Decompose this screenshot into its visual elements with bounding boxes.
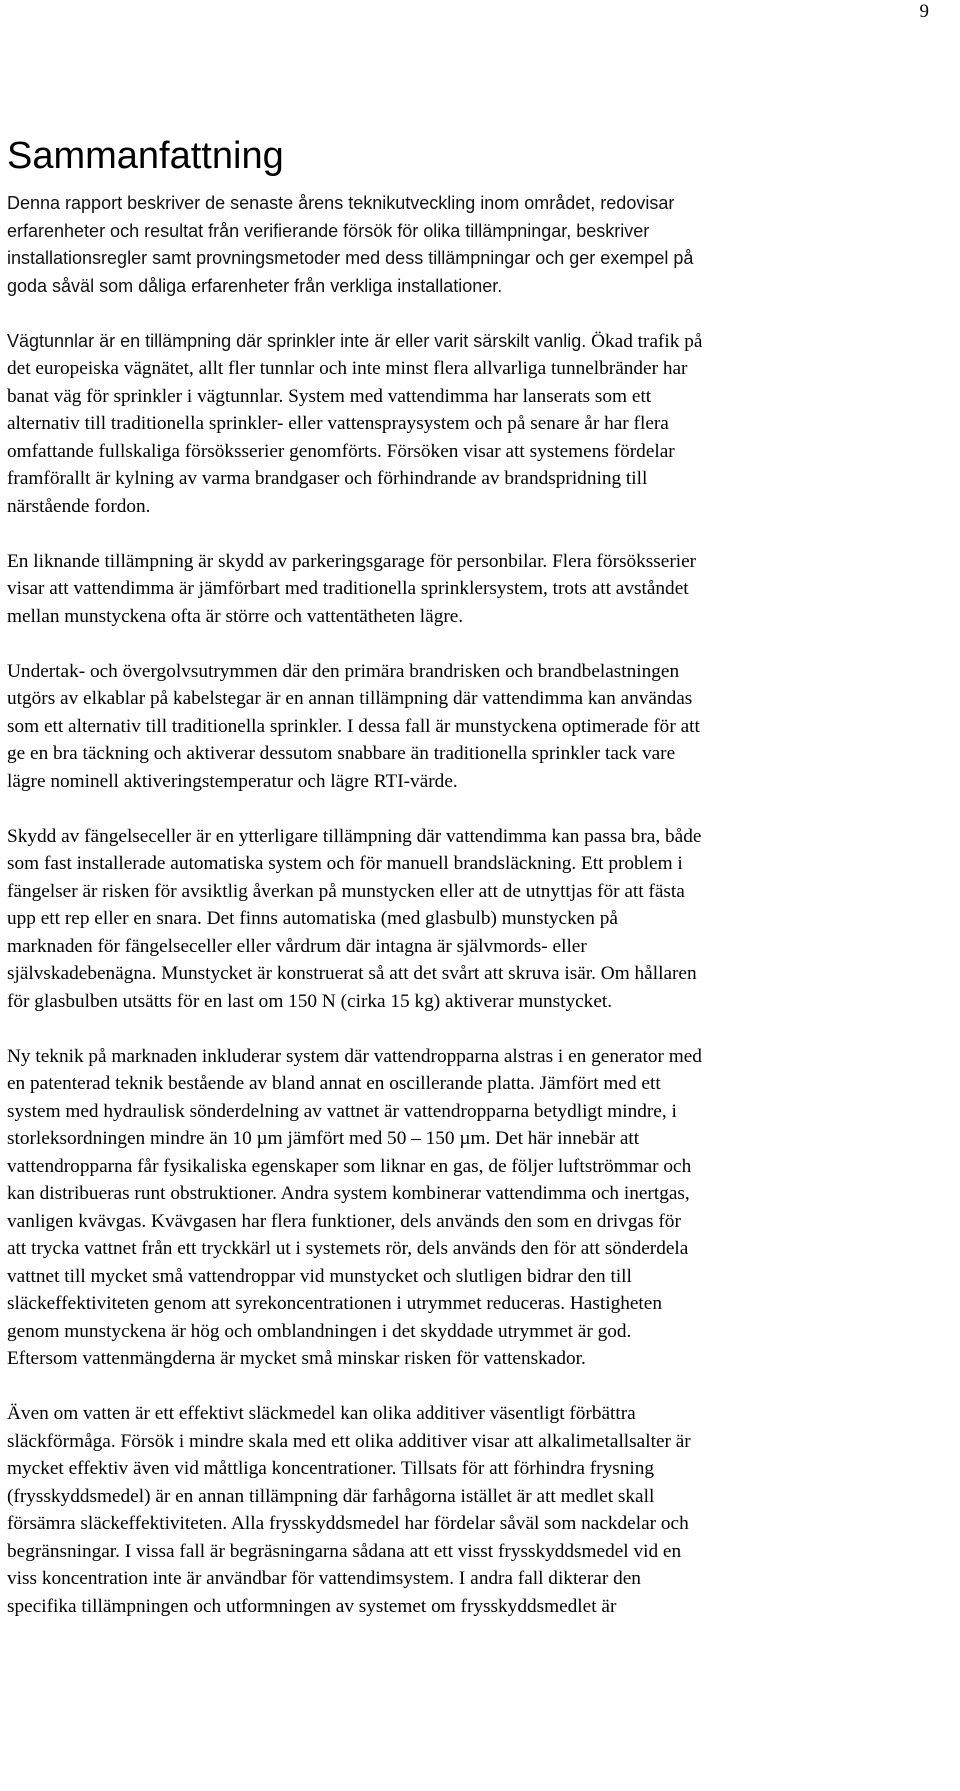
- paragraph-line: det europeiska vägnätet, allt fler tunnlar och inte minst flera allvarliga tunnelbränder har: [7, 358, 688, 379]
- line-text: system med hydraulisk sönderdelning av vattnet är vattendropparna betydligt mindre, i: [7, 1100, 677, 1122]
- line-text: marknaden för fängelseceller eller vårdrum där intagna är självmords- eller: [7, 935, 587, 957]
- paragraph-line: [7, 988, 947, 1016]
- line-text: en patenterad teknik bestående av bland annat en oscillerande platta. Jämfört med ett: [7, 1073, 661, 1094]
- line-text: Vägtunnlar är en tillämpning där sprinkler inte är eller varit särskilt vanlig.: [7, 330, 587, 351]
- line-text: Skydd av fängelseceller är en ytterligare tillämpning där vattendimma kan passa bra, både: [7, 825, 702, 847]
- paragraph-line: [7, 1290, 947, 1318]
- line-text: storleksordningen mindre än 10 µm jämfört med 50 – 150 µm. Det här innebär att: [7, 1128, 640, 1149]
- line-text: vattnet till mycket små vattendroppar vid munstycket och slutligen bidrar den till: [7, 1265, 632, 1287]
- line-text: mellan munstyckena ofta är större och vattentätheten lägre.: [7, 605, 464, 627]
- paragraph-line: [7, 1153, 947, 1181]
- paragraph-line: [7, 905, 947, 933]
- line-text: utgörs av elkablar på kabelstegar är en annan tillämpning där vattendimma kan användas: [7, 688, 693, 709]
- paragraph-line: [7, 1098, 947, 1126]
- line-text: vattendropparna får fysikaliska egenskaper som liknar en gas, de följer luftströmmar och: [7, 1155, 692, 1177]
- paragraph-line: [7, 1400, 947, 1428]
- line-text: släckförmåga. Försök i mindre skala med ett olika additiver visar att alkalimetallsalter är: [7, 1430, 691, 1452]
- line-text: visar att vattendimma är jämförbart med traditionella sprinklersystem, trots att avståndet: [7, 578, 689, 599]
- paragraph-1: [7, 190, 947, 300]
- line-text: som fast installerade automatiska system och för manuell brandsläckning. Ett problem i: [7, 853, 683, 874]
- line-text: (frysskyddsmedel) är en annan tillämpning där farhågorna istället är att medlet skall: [7, 1485, 655, 1507]
- paragraph-line: [7, 1510, 947, 1538]
- line-text: erfarenheter och resultat från verifierande försök för olika tillämpningar, beskriver: [7, 220, 650, 241]
- paragraph-line: [7, 658, 947, 686]
- paragraph-line: [7, 960, 947, 988]
- page-number: 9: [919, 1, 929, 22]
- paragraph-line: banat väg för sprinkler i vägtunnlar. System med vattendimma har lanserats som ett: [7, 385, 652, 407]
- paragraph-line: [7, 1593, 947, 1621]
- line-text: lägre nominell aktiveringstemperatur och lägre RTI-värde.: [7, 770, 458, 792]
- line-text: Även om vatten är ett effektivt släckmedel kan olika additiver väsentligt förbättra: [7, 1403, 636, 1424]
- line-text: Denna rapport beskriver de senaste årens teknikutveckling inom området, redovisar: [7, 193, 675, 213]
- paragraph-line: [7, 685, 947, 713]
- paragraph-line: [7, 823, 947, 851]
- paragraph-6: [7, 1043, 947, 1373]
- line-text: kan distribueras runt obstruktioner. Andra system kombinerar vattendimma och inertgas,: [7, 1183, 690, 1204]
- line-text: genom munstyckena är hög och omblandningen i det skyddade utrymmet är god.: [7, 1320, 632, 1342]
- paragraph-line: [7, 1565, 947, 1593]
- paragraph-5: [7, 823, 947, 1016]
- paragraph-line: [7, 575, 947, 603]
- paragraph-line: [7, 245, 947, 273]
- line-text: begränsningar. I vissa fall är begräsningarna sådana att ett visst frysskyddsmedel vid en: [7, 1540, 682, 1562]
- line-text: vanligen kvävgas. Kvävgasen har flera funktioner, dels används den som en drivgas för: [7, 1210, 681, 1232]
- paragraph-line: alternativ till traditionella sprinkler- eller vattenspraysystem och på senare år har flera: [7, 413, 669, 434]
- line-text: upp ett rep eller en snara. Det finns automatiska (med glasbulb) munstycken på: [7, 908, 618, 929]
- paragraph-line: [7, 1208, 947, 1236]
- paragraph-line: omfattande fullskaliga försöksserier genomförts. Försöken visar att systemens fördelar: [7, 440, 675, 462]
- paragraph-line: närstående fordon.: [7, 495, 151, 517]
- paragraph-line: [7, 1263, 947, 1291]
- line-text: för glasbulben utsätts för en last om 150 N (cirka 15 kg) aktiverar munstycket.: [7, 990, 613, 1012]
- paragraph-line: [7, 1455, 947, 1483]
- line-text: Ny teknik på marknaden inkluderar system där vattendropparna alstras i en generator med: [7, 1045, 702, 1067]
- line-text: viss koncentration inte är användbar för vattendimsystem. I andra fall dikterar den: [7, 1568, 641, 1589]
- paragraph-2: [7, 328, 947, 521]
- paragraph-line: [7, 328, 947, 356]
- paragraph-line: [7, 1070, 947, 1098]
- paragraph-line: [7, 1345, 947, 1373]
- line-text: Eftersom vattenmängderna är mycket små minskar risken för vattenskador.: [7, 1348, 586, 1369]
- paragraph-line: [7, 603, 947, 631]
- line-text: installationsregler samt provningsmetoder med dess tillämpningar och ger exempel på: [7, 248, 694, 268]
- body-text: [7, 190, 947, 1648]
- paragraph-line: [7, 548, 947, 576]
- line-text: självskadebenägna. Munstycket är konstruerat så att det svårt att skruva isär. Om hållaren: [7, 963, 697, 984]
- paragraph-line: [7, 933, 947, 961]
- line-text: ge en bra täckning och aktiverar dessutom snabbare än traditionella sprinkler tack vare: [7, 743, 676, 764]
- paragraph-line: [7, 1428, 947, 1456]
- section-title: Sammanfattning: [7, 135, 284, 177]
- paragraph-line: [7, 273, 947, 301]
- paragraph-line: [7, 1483, 947, 1511]
- line-text: försämra släckeffektiviteten. Alla frysskyddsmedel har fördelar såväl som nackdelar och: [7, 1513, 689, 1534]
- paragraph-line: [7, 1235, 947, 1263]
- line-text: släckeffektiviteten genom att syrekoncentrationen i utrymmet reduceras. Hastigheten: [7, 1293, 662, 1314]
- line-text: specifika tillämpningen och utformningen av systemet om frysskyddsmedlet är: [7, 1595, 617, 1617]
- paragraph-line: [7, 190, 947, 218]
- paragraph-7: [7, 1400, 947, 1620]
- paragraph-4: [7, 658, 947, 796]
- paragraph-line: [7, 740, 947, 768]
- line-text: goda såväl som dåliga erfarenheter från verkliga installationer.: [7, 275, 503, 296]
- paragraph-line: [7, 1125, 947, 1153]
- paragraph-line: [7, 1043, 947, 1071]
- line-text: mycket effektiv även vid måttliga koncentrationer. Tillsats för att förhindra frysning: [7, 1458, 655, 1479]
- paragraph-line: [7, 878, 947, 906]
- line-text: En liknande tillämpning är skydd av parkeringsgarage för personbilar. Flera försöksserier: [7, 550, 697, 572]
- paragraph-line: framförallt är kylning av varma brandgaser och förhindrande av brandspridning till: [7, 468, 648, 489]
- paragraph-line: [7, 218, 947, 246]
- paragraph-line: [7, 850, 947, 878]
- paragraph-line: [7, 1180, 947, 1208]
- line-text-tail: Ökad trafik på: [586, 330, 703, 352]
- line-text: att trycka vattnet från ett tryckkärl ut i systemets rör, dels används den för att sönderdela: [7, 1238, 689, 1259]
- line-text: Undertak- och övergolvsutrymmen där den primära brandrisken och brandbelastningen: [7, 660, 680, 682]
- line-text: som ett alternativ till traditionella sprinkler. I dessa fall är munstyckena optimerade för att: [7, 715, 700, 737]
- paragraph-3: [7, 548, 947, 631]
- paragraph-line: [7, 1318, 947, 1346]
- paragraph-line: [7, 713, 947, 741]
- paragraph-line: [7, 1538, 947, 1566]
- line-text: fängelser är risken för avsiktlig åverkan på munstycken eller att de utnyttjas för att fästa: [7, 880, 685, 902]
- paragraph-line: [7, 768, 947, 796]
